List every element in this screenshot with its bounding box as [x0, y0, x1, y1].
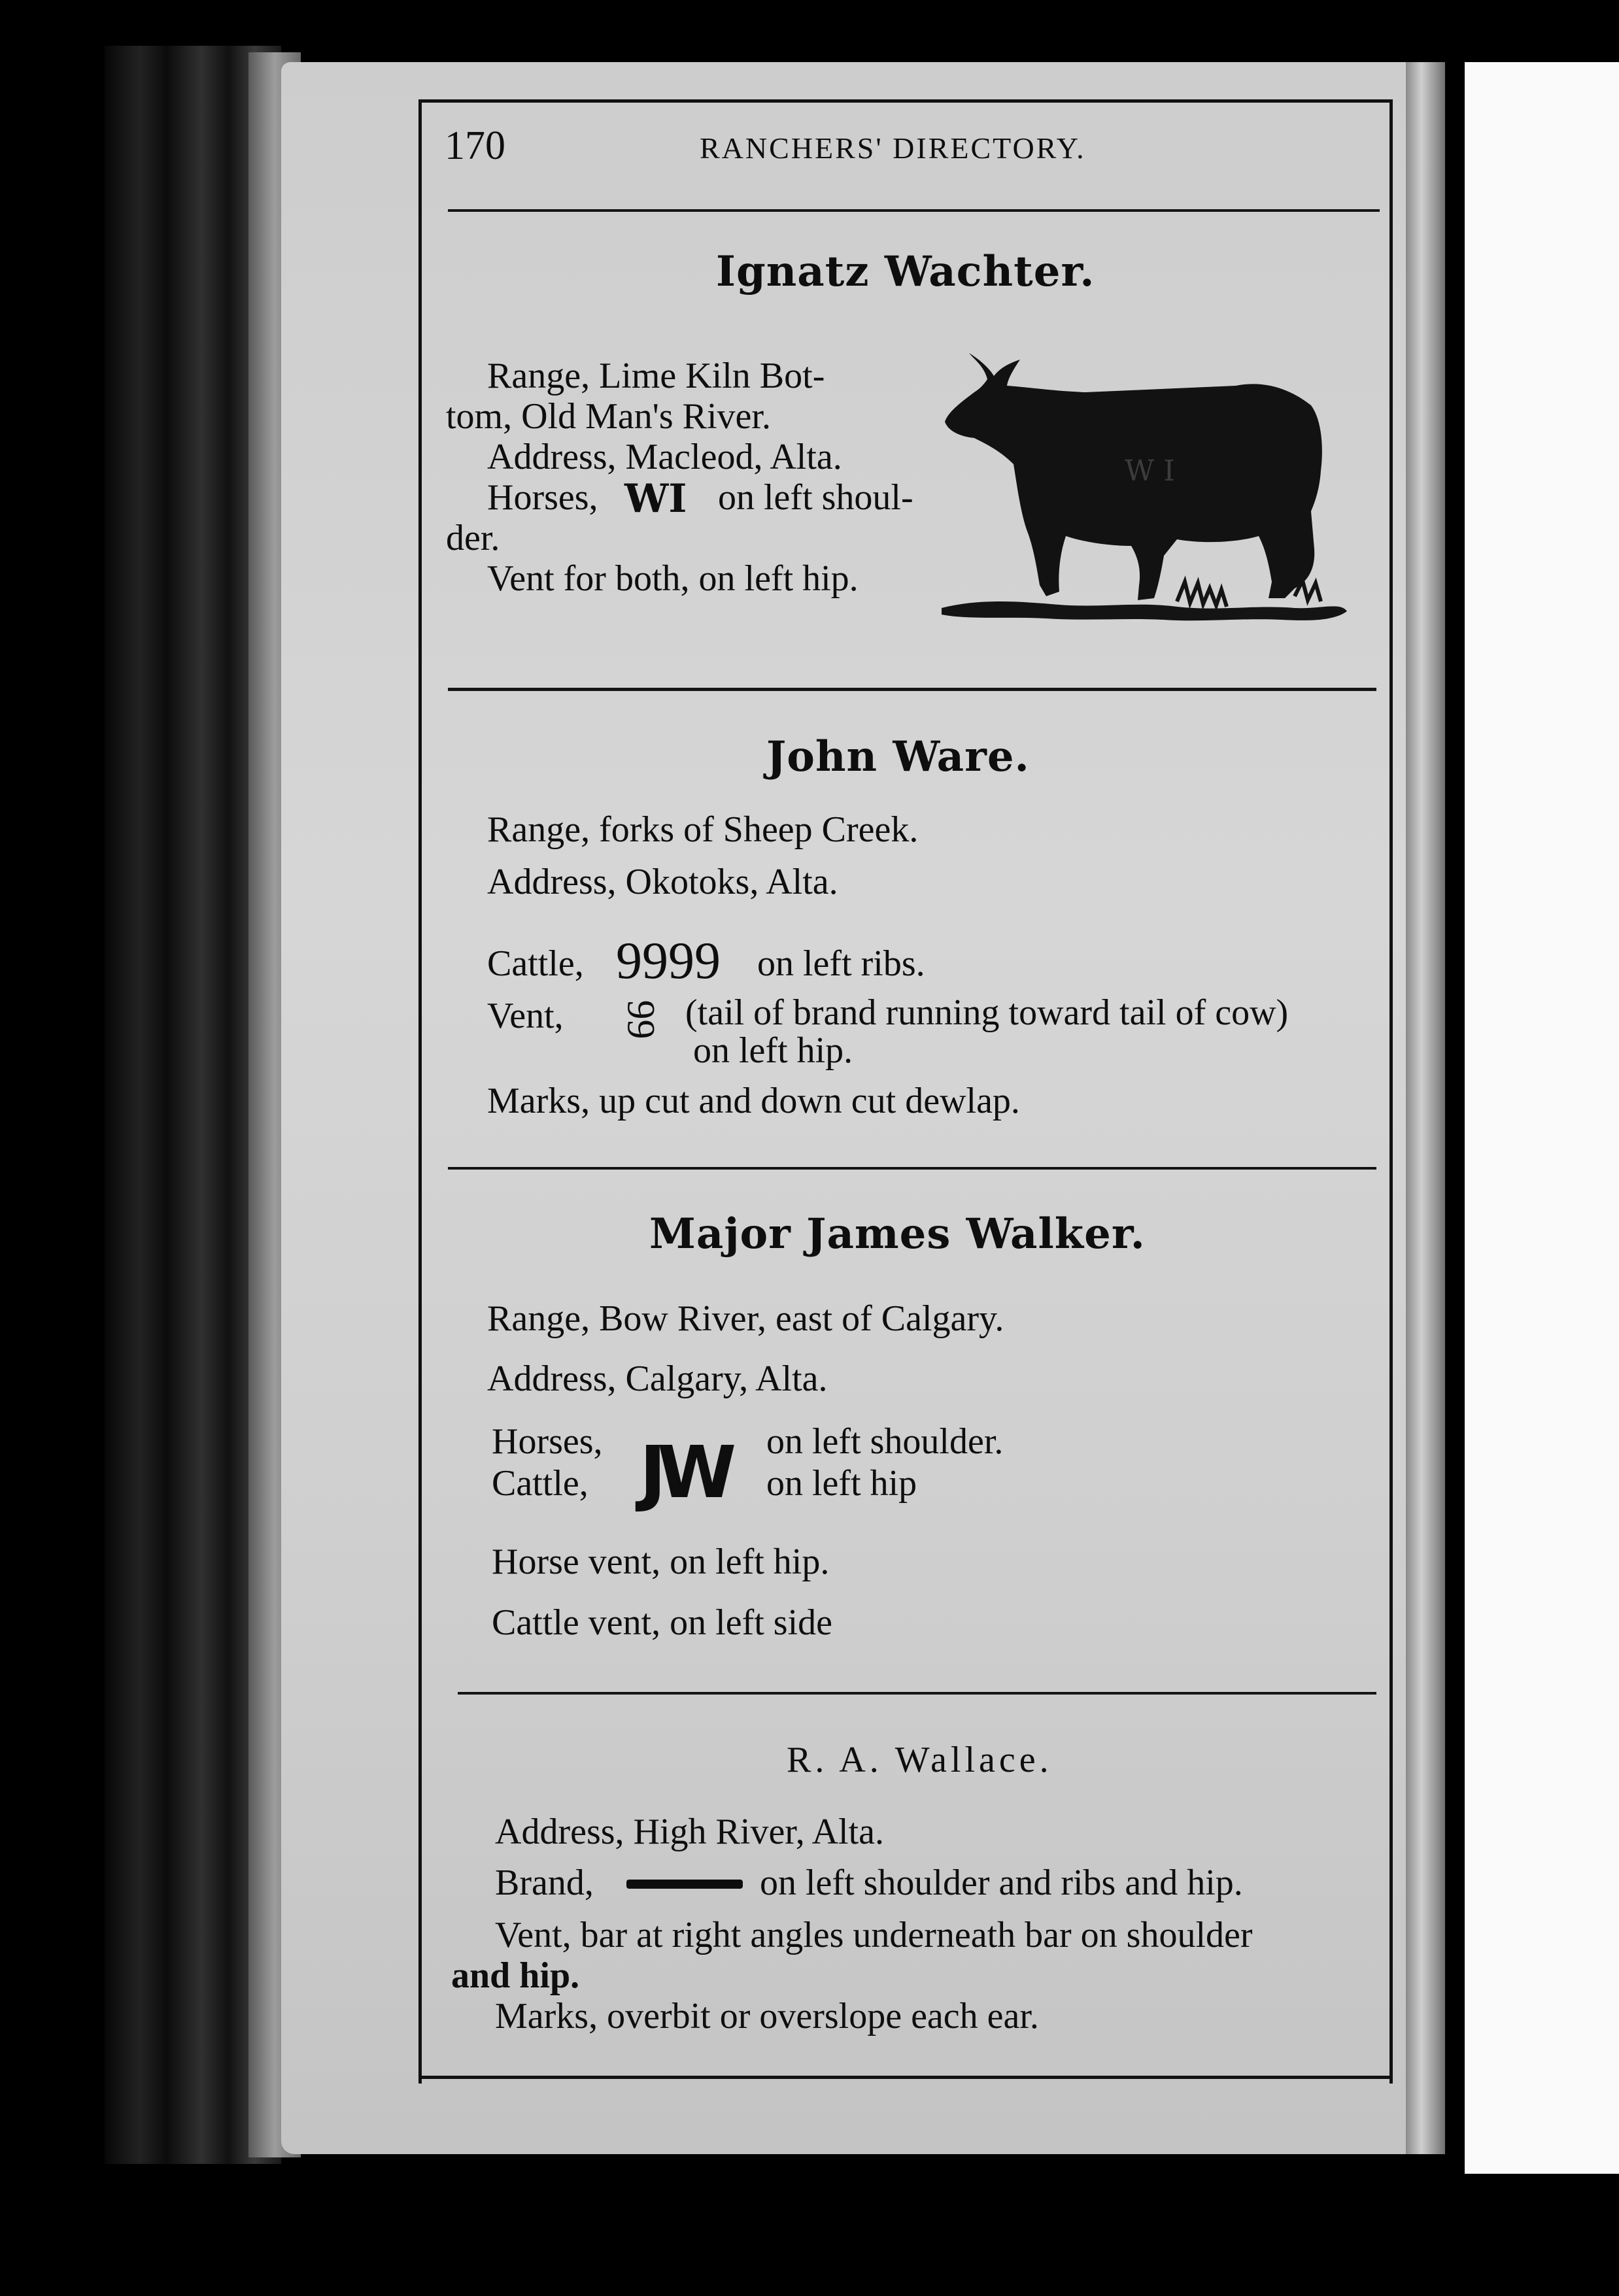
running-title: RANCHERS' DIRECTORY.: [700, 131, 1086, 165]
entry-line: Horse vent, on left hip.: [492, 1542, 830, 1582]
header-rule: [448, 209, 1380, 212]
entry-line: tom, Old Man's River.: [446, 396, 771, 437]
entry-line: Vent,: [487, 996, 564, 1036]
page-number: 170: [445, 124, 505, 168]
entry-line: Marks, overbit or overslope each ear.: [495, 1996, 1039, 2036]
entry-line: Marks, up cut and down cut dewlap.: [487, 1081, 1020, 1121]
entry-line: Cattle vent, on left side: [492, 1602, 832, 1643]
page-frame-bottom: [418, 2076, 1393, 2079]
entry-divider: [458, 1692, 1376, 1695]
brand-mark: JW: [639, 1430, 728, 1514]
vent-brand-text: 99: [619, 1000, 663, 1039]
brand-mark: WI: [624, 476, 687, 522]
entry-line: on left shoulder.: [766, 1421, 1004, 1462]
entry-line: Address, High River, Alta.: [495, 1812, 885, 1852]
entry-line: Vent, bar at right angles underneath bar on shoulder: [495, 1915, 1253, 1955]
vent-brand-mark: [619, 997, 663, 1042]
page-frame-left: [418, 99, 422, 2084]
entry-line: Vent for both, on left hip.: [487, 558, 859, 599]
entry-line: on left hip: [766, 1463, 917, 1504]
entry-line: Address, Okotoks, Alta.: [487, 862, 838, 902]
entry-line: Cattle,: [492, 1463, 588, 1504]
entry-line: on left hip.: [693, 1030, 853, 1071]
entry-line: Cattle,: [487, 943, 584, 984]
cow-icon: [929, 340, 1360, 647]
entry-line: Range, Lime Kiln Bot-: [487, 356, 825, 396]
scan-margin: [1465, 62, 1619, 2174]
entry-name: R. A. Wallace.: [787, 1740, 1053, 1780]
entry-line: Horses,: [487, 477, 598, 518]
entry-name: John Ware.: [766, 732, 1030, 781]
entry-line: Address, Calgary, Alta.: [487, 1359, 828, 1399]
entry-line: Address, Macleod, Alta.: [487, 437, 842, 477]
entry-divider: [448, 1167, 1376, 1170]
bar-brand-icon: [626, 1880, 743, 1889]
entry-line: (tail of brand running toward tail of cow): [685, 992, 1289, 1033]
entry-line: Range, forks of Sheep Creek.: [487, 809, 919, 850]
cow-brand-mark: W I: [1125, 454, 1175, 488]
entry-divider: [448, 688, 1376, 691]
entry-line: and hip.: [451, 1955, 580, 1996]
entry-name: Major James Walker.: [649, 1209, 1146, 1258]
entry-line: Range, Bow River, east of Calgary.: [487, 1298, 1004, 1339]
entry-line: Horses,: [492, 1421, 603, 1462]
entry-line: der.: [446, 518, 500, 558]
entry-line: on left shoul-: [718, 477, 913, 518]
entry-name: Ignatz Wachter.: [716, 247, 1095, 296]
entry-line: on left shoulder and ribs and hip.: [760, 1863, 1243, 1903]
page-right-edge: [1406, 62, 1445, 2154]
page-frame-right: [1389, 99, 1393, 2084]
entry-line: Brand,: [495, 1863, 594, 1903]
brand-mark: 9999: [616, 932, 721, 990]
page-frame-top: [418, 99, 1393, 103]
entry-line: on left ribs.: [757, 943, 925, 984]
